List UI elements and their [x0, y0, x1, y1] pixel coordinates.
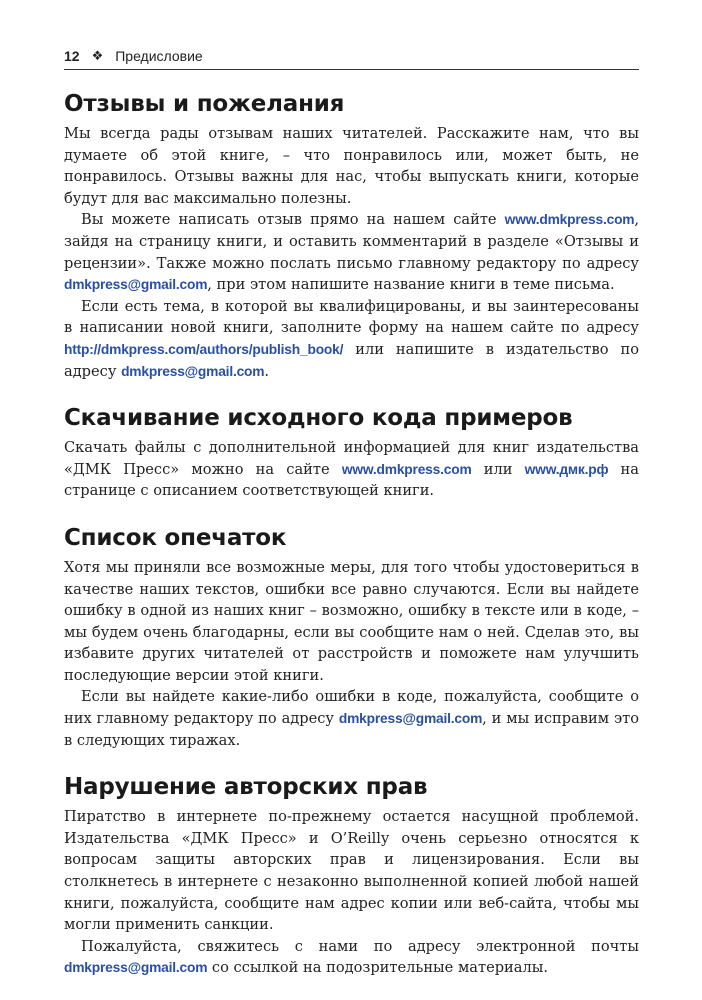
email-link[interactable]: dmkpress@gmail.com — [121, 363, 265, 379]
email-link[interactable]: dmkpress@gmail.com — [64, 960, 208, 976]
heading-reviews: Отзывы и пожелания — [64, 91, 345, 117]
copyright-paragraph-1: Пиратство в интернете по-прежнему остается насущной проблемой. Издательства «ДМК Пресс» и O’Reilly очень серьезно относятся к вопросам защиты авторских прав и лицензирования. Если вы столкнетесь в интернете с незаконно выполненной копией любой нашей книги, пожалуйста, сообщите нам адрес копии или веб-сайта, чтобы мы могли применить санкции. — [64, 808, 639, 934]
heading-copyright: Нарушение авторских прав — [64, 774, 428, 801]
heading-source-code: Скачивание исходного кода примеров — [64, 405, 573, 432]
text-run: Вы можете написать отзыв прямо на нашем сайте — [81, 211, 505, 229]
copyright-paragraph-2 — [64, 936, 639, 979]
page-number: 12 — [64, 48, 80, 64]
text-run: , при этом напишите название книги в теме письма. — [207, 276, 615, 294]
text-run: , и мы исправим это в следующих тиражах. — [64, 710, 639, 749]
ornament-icon: ❖ — [91, 48, 104, 63]
text-run: или — [471, 460, 525, 478]
text-run: Скачать файлы с дополнительной информацией для книг издательства «ДМК Пресс» можно на сайте — [64, 439, 639, 478]
text-run: . — [264, 362, 269, 380]
source-code-paragraph — [64, 437, 639, 502]
book-page — [64, 48, 639, 979]
reviews-paragraph-2 — [64, 209, 639, 295]
text-run: Пожалуйста, свяжитесь с нами по адресу электронной почты — [81, 937, 639, 955]
email-link[interactable]: dmkpress@gmail.com — [338, 711, 483, 727]
website-link[interactable]: www.dmkpress.com — [504, 212, 635, 228]
text-run: Если вы найдете какие-либо ошибки в коде, пожалуйста, сообщите о них главному редактору по адресу — [64, 688, 639, 728]
text-run: Если есть тема, в которой вы квалифицированы, и вы заинтересованы в написании новой книги, заполните форму на нашем сайте по адресу — [64, 297, 639, 337]
reviews-paragraph-1: Мы всегда рады отзывам наших читателей. Расскажите нам, что вы думаете об этой книге, – что понравилось или, может быть, не понравилось. Отзывы важны для нас, чтобы выпускать книги, которые будут для вас максимально полезны. — [64, 125, 639, 207]
website-link[interactable]: www.dmkpress.com — [341, 461, 472, 477]
errata-paragraph-2 — [64, 686, 639, 751]
running-header-title: Предисловие — [115, 48, 203, 64]
reviews-paragraph-3 — [64, 296, 639, 382]
running-header — [64, 48, 639, 70]
text-run: , зайдя на страницу книги, и оставить комментарий в разделе «Отзывы и рецензии». Также можно послать письмо главному редактору по адресу — [64, 211, 639, 272]
text-run: со ссылкой на подозрительные материалы. — [207, 959, 549, 977]
publish-book-link[interactable]: http://dmkpress.com/authors/publish_book/ — [64, 341, 344, 357]
website-rf-link[interactable]: www.дмк.рф — [524, 461, 609, 477]
text-run: на странице с описанием соответствующей книги. — [64, 460, 639, 500]
errata-paragraph-1: Хотя мы приняли все возможные меры, для того чтобы удостовериться в качестве наших текстов, ошибки все равно случаются. Если вы найдете ошибку в одной из наших книг – возможно, ошибку в тексте или в коде, – мы будем очень благодарны, если вы сообщите нам о ней. Сделав это, вы избавите других читателей от расстройств и поможете нам улучшить последующие версии этой книги. — [64, 558, 639, 684]
text-run: или напишите в издательство по адресу — [64, 340, 639, 380]
email-link[interactable]: dmkpress@gmail.com — [64, 277, 208, 293]
heading-errata: Список опечаток — [64, 524, 287, 551]
